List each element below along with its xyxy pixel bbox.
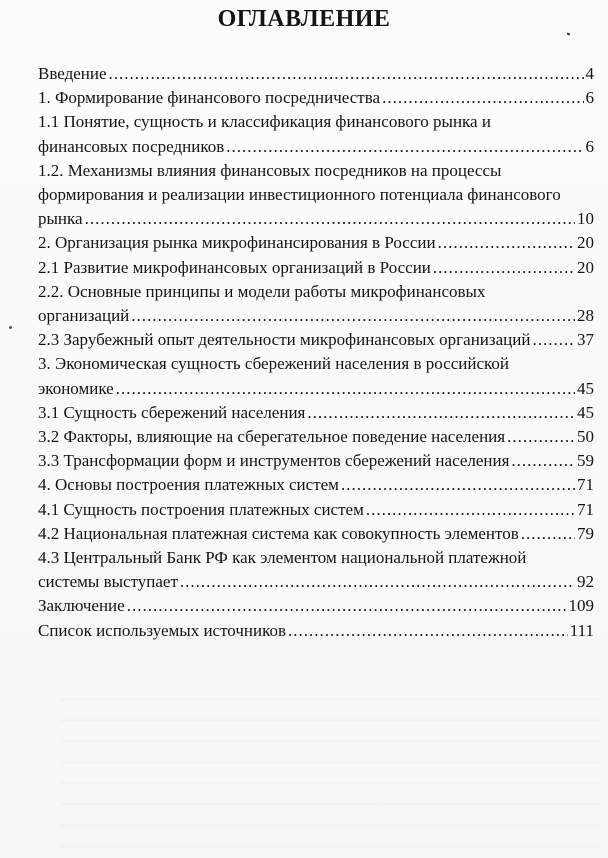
dot-leader [341,473,575,497]
toc-page-number: 4 [585,64,594,83]
toc-entry [38,328,594,352]
dot-leader [226,135,583,159]
dot-leader [288,619,568,643]
toc-page-number: 37 [577,330,594,350]
toc-entry-text: 4.3 Центральный Банк РФ как элементом национальной платежной [38,548,527,568]
toc-entry-line [38,377,594,401]
toc-page-number: 71 [577,475,594,495]
dot-leader [382,86,583,110]
toc-entry-text: Введение [38,64,107,83]
dot-leader [131,304,575,328]
toc-page-number: 71 [577,499,594,519]
toc-entry [38,401,594,425]
toc-entry-line [38,135,594,159]
toc-page-number: 111 [569,620,594,640]
toc-entry [38,352,594,400]
toc-entry-line [38,86,594,110]
toc-entry-line [38,522,594,546]
toc-entry [38,425,594,449]
toc-entry [38,110,594,158]
toc-page-number: 45 [577,378,594,398]
toc-entry-text: 3.3 Трансформации форм и инструментов сбережений населения [38,451,510,471]
toc-page-number: 20 [577,257,594,277]
toc-entry-line [38,473,594,497]
toc-entry-text: 3.1 Сущность сбережений населения [38,402,306,422]
toc-page-number: 10 [577,209,594,229]
dot-leader [366,498,575,522]
dot-leader [109,62,584,86]
toc-page-number: 92 [577,572,594,592]
toc-entry [38,256,594,280]
dot-leader [180,570,575,594]
toc-entry-text: 3. Экономическая сущность сбережений населения в российской [38,354,509,374]
toc-entry [38,280,594,328]
toc-entry [38,498,594,522]
toc-page-number: 109 [568,596,594,616]
toc-entry [38,522,594,546]
toc-entry [38,449,594,473]
toc-entry-line [38,498,594,522]
dot-leader [438,231,575,255]
toc-entry-line [38,619,594,643]
toc-entry-line [38,425,594,449]
toc-entry-text: 1. Формирование финансового посредничества [38,88,381,108]
dot-leader [85,207,575,231]
toc-entry-line [38,570,594,594]
toc-entry-line [38,401,594,425]
toc-entry-text: финансовых посредников [38,136,225,156]
toc-page-number: 45 [577,402,594,422]
toc-entry-line [38,256,594,280]
toc-entry-line [38,304,594,328]
toc-entry-line [38,231,594,255]
toc-entry-text: рынка [38,209,83,229]
toc-entry-text: 2.1 Развитие микрофинансовых организаций в России [38,257,431,277]
table-of-contents [38,62,594,643]
toc-entry-text: 4.1 Сущность построения платежных систем [38,499,364,519]
toc-entry [38,62,594,86]
dot-leader [116,377,575,401]
margin-dot [9,326,12,329]
dot-leader [433,256,575,280]
toc-page-number: 79 [577,523,594,543]
dot-leader [511,449,575,473]
toc-page-number: 6 [585,88,594,108]
toc-entry-text: системы выступает [38,572,178,592]
toc-entry-text: 4.2 Национальная платежная система как совокупность элементов [38,523,519,543]
toc-entry-text: организаций [38,306,130,326]
toc-entry [38,546,594,594]
dot-leader [521,522,575,546]
toc-entry-text: 2.2. Основные принципы и модели работы микрофинансовых [38,281,486,301]
toc-page-number: 6 [585,136,594,156]
page-title: ОГЛАВЛЕНИЕ [217,6,391,32]
show-through-text [60,680,600,850]
toc-entry-text: 1.1 Понятие, сущность и классификация финансового рынка и [38,112,491,132]
toc-page-number: 59 [577,451,594,471]
toc-entry [38,159,594,232]
toc-entry-text: 4. Основы построения платежных систем [38,475,339,495]
toc-entry-line [38,207,594,231]
toc-entry-text: формирования и реализации инвестиционного потенциала финансового [38,185,561,205]
toc-entry [38,86,594,110]
toc-entry-text: 2. Организация рынка микрофинансирования в России [38,233,436,253]
toc-entry-line [38,62,594,86]
dot-leader [532,328,575,352]
toc-entry-text: 2.3 Зарубежный опыт деятельности микрофинансовых организаций [38,330,531,350]
toc-entry [38,619,594,643]
toc-page-number: 28 [577,306,594,326]
toc-entry-line [38,328,594,352]
toc-entry-line [38,594,594,618]
toc-entry-text: экономике [38,378,114,398]
toc-entry [38,473,594,497]
toc-entry-text: Заключение [38,596,125,616]
toc-entry-text: 1.2. Механизмы влияния финансовых посредников на процессы [38,160,502,180]
dot-leader [307,401,575,425]
toc-page-number: 20 [577,233,594,253]
toc-entry-text: Список используемых источников [38,620,287,640]
toc-page-number: 50 [577,427,594,447]
toc-entry-text: 3.2 Факторы, влияющие на сберегательное поведение населения [38,427,506,447]
dot-leader [127,594,567,618]
toc-entry [38,231,594,255]
toc-entry [38,594,594,618]
toc-entry-line [38,449,594,473]
dot-leader [507,425,575,449]
